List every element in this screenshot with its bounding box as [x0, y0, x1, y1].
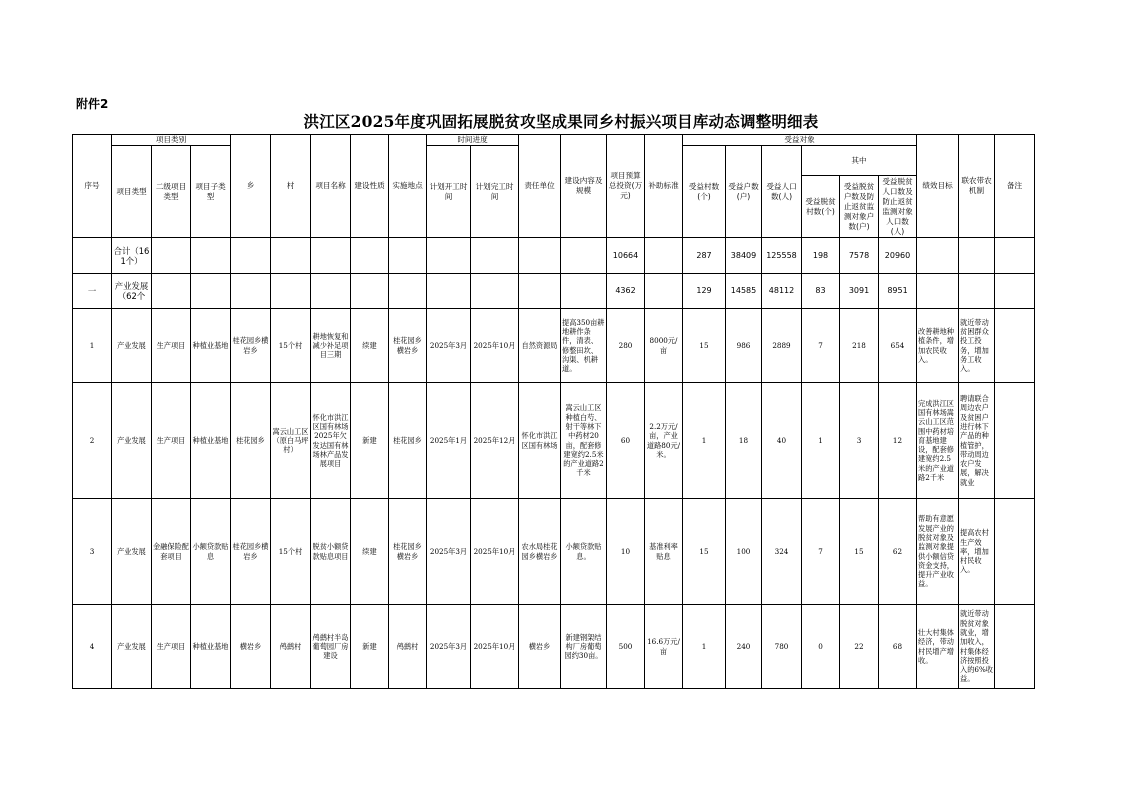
row-benef-villages: 1	[683, 383, 726, 499]
row-subsidy-standard: 基准利率贴息	[645, 499, 683, 605]
summary-benef-population: 48112	[762, 274, 802, 309]
summary-poverty-population: 8951	[879, 274, 917, 309]
row-planned-end: 2025年10月	[471, 499, 519, 605]
header-remarks: 备注	[995, 135, 1035, 238]
row-secondary-type: 生产项目	[152, 605, 191, 689]
header-planned-start: 计划开工时间	[427, 146, 471, 238]
row-benef-households: 100	[726, 499, 762, 605]
row-subsidy-standard: 8000元/亩	[645, 309, 683, 383]
row-village: 鸬鹚村	[271, 605, 311, 689]
row-seq: 3	[73, 499, 112, 605]
row-performance-target: 完成洪江区国有林场嵩云山工区范围中药材培育基地建设，配套修建宽约2.5米的产业道路2千米	[917, 383, 959, 499]
row-poverty-households: 3	[840, 383, 879, 499]
summary-row-industry	[73, 274, 1085, 309]
header-project-type: 项目类型	[112, 146, 152, 238]
row-linkage-mechanism: 聘请联合周边农户及贫困户进行林下产品的种植管护，带动周边农户发展，解决就业	[959, 383, 995, 499]
row-performance-target: 帮助有意愿发展产业的脱贫对象及监测对象提供小额信贷资金支持，提升产业收益。	[917, 499, 959, 605]
row-village: 15个村	[271, 309, 311, 383]
row-secondary-type: 生产项目	[152, 309, 191, 383]
row-project-type: 产业发展	[112, 383, 152, 499]
row-remarks	[995, 383, 1035, 499]
row-planned-start: 2025年3月	[427, 605, 471, 689]
row-village: 嵩云山工区（原白马坪村）	[271, 383, 311, 499]
row-total-budget: 60	[607, 383, 645, 499]
row-linkage-mechanism: 就近带动贫困群众投工投务，增加务工收入。	[959, 309, 995, 383]
row-village: 15个村	[271, 499, 311, 605]
row-benef-villages: 15	[683, 499, 726, 605]
table-row	[73, 383, 1085, 499]
row-poverty-households: 22	[840, 605, 879, 689]
header-poverty-villages: 受益脱贫村数(个)	[802, 176, 840, 238]
summary-benef-population: 125558	[762, 238, 802, 274]
row-benef-households: 240	[726, 605, 762, 689]
row-project-type: 产业发展	[112, 605, 152, 689]
row-linkage-mechanism: 就近带动脱贫对象就业，增加收入，村集体经济按照投入的6%收益。	[959, 605, 995, 689]
summary-poverty-villages: 198	[802, 238, 840, 274]
summary-benef-villages: 287	[683, 238, 726, 274]
row-content-scale: 新建钢架结构厂房葡萄园约30亩。	[561, 605, 607, 689]
row-construction-nature: 新建	[351, 383, 389, 499]
row-location: 鸬鹚村	[389, 605, 427, 689]
row-remarks	[995, 605, 1035, 689]
row-planned-start: 2025年1月	[427, 383, 471, 499]
row-benef-population: 324	[762, 499, 802, 605]
summary-poverty-households: 3091	[840, 274, 879, 309]
project-table	[72, 134, 1085, 689]
row-remarks	[995, 499, 1035, 605]
row-project-name: 鸬鹚村半岛葡萄园厂房建设	[311, 605, 351, 689]
row-secondary-type: 金融保险配套项目	[152, 499, 191, 605]
summary-row-total	[73, 238, 1085, 274]
row-seq: 2	[73, 383, 112, 499]
row-project-type: 产业发展	[112, 499, 152, 605]
row-planned-end: 2025年10月	[471, 309, 519, 383]
row-sub-type: 小额贷款贴息	[191, 499, 231, 605]
header-poverty-households: 受益脱贫户数及防止返贫监测对象户数(户)	[840, 176, 879, 238]
row-content-scale: 提高350亩耕地耕作条件，清表、修整田坎、沟渠、机耕道。	[561, 309, 607, 383]
summary-benef-households: 38409	[726, 238, 762, 274]
header-township: 乡	[231, 135, 271, 238]
header-location: 实施地点	[389, 135, 427, 238]
row-poverty-villages: 7	[802, 309, 840, 383]
header-sub-type: 项目子类型	[191, 146, 231, 238]
header-planned-end: 计划完工时间	[471, 146, 519, 238]
row-planned-start: 2025年3月	[427, 499, 471, 605]
summary-benef-villages: 129	[683, 274, 726, 309]
header-schedule: 时间进度	[427, 135, 519, 146]
header-content-scale: 建设内容及规模	[561, 135, 607, 238]
header-among: 其中	[802, 146, 917, 176]
summary-seq	[73, 238, 112, 274]
summary-label: 合计（161个）	[112, 238, 152, 274]
row-seq: 4	[73, 605, 112, 689]
row-planned-start: 2025年3月	[427, 309, 471, 383]
row-content-scale: 嵩云山工区种植白芍、射干等林下中药材20亩，配套修建宽约2.5米的产业道路2千米	[561, 383, 607, 499]
header-construction-nature: 建设性质	[351, 135, 389, 238]
row-responsible-unit: 怀化市洪江区国有林场	[519, 383, 561, 499]
row-remarks	[995, 309, 1035, 383]
summary-label: 产业发展（62个	[112, 274, 152, 309]
row-project-name: 耕地恢复和减少补足项目三期	[311, 309, 351, 383]
row-sub-type: 种植业基地	[191, 309, 231, 383]
row-township: 桂花园乡横岩乡	[231, 499, 271, 605]
row-responsible-unit: 农水局桂花园乡横岩乡	[519, 499, 561, 605]
header-project-name: 项目名称	[311, 135, 351, 238]
row-benef-population: 780	[762, 605, 802, 689]
row-secondary-type: 生产项目	[152, 383, 191, 499]
row-responsible-unit: 横岩乡	[519, 605, 561, 689]
summary-total-budget: 10664	[607, 238, 645, 274]
header-benef-population: 受益人口数(人)	[762, 146, 802, 238]
table-row	[73, 309, 1085, 383]
row-subsidy-standard: 2.2万元/亩，产业道路80元/米。	[645, 383, 683, 499]
summary-poverty-households: 7578	[840, 238, 879, 274]
row-location: 桂花园乡横岩乡	[389, 309, 427, 383]
row-construction-nature: 续建	[351, 309, 389, 383]
row-planned-end: 2025年10月	[471, 605, 519, 689]
header-beneficiaries: 受益对象	[683, 135, 917, 146]
header-project-category: 项目类别	[112, 135, 231, 146]
row-poverty-households: 218	[840, 309, 879, 383]
row-construction-nature: 新建	[351, 605, 389, 689]
header-poverty-population: 受益脱贫人口数及防止返贫监测对象人口数(人)	[879, 176, 917, 238]
header-performance-target: 绩效目标	[917, 135, 959, 238]
row-planned-end: 2025年12月	[471, 383, 519, 499]
row-poverty-households: 15	[840, 499, 879, 605]
row-responsible-unit: 自然资源局	[519, 309, 561, 383]
row-total-budget: 500	[607, 605, 645, 689]
header-village: 村	[271, 135, 311, 238]
row-sub-type: 种植业基地	[191, 383, 231, 499]
row-poverty-population: 12	[879, 383, 917, 499]
row-total-budget: 280	[607, 309, 645, 383]
header-responsible-unit: 责任单位	[519, 135, 561, 238]
row-location: 桂花园乡	[389, 383, 427, 499]
row-poverty-villages: 0	[802, 605, 840, 689]
table-row	[73, 605, 1085, 689]
header-seq: 序号	[73, 135, 112, 238]
row-project-type: 产业发展	[112, 309, 152, 383]
summary-poverty-population: 20960	[879, 238, 917, 274]
row-performance-target: 改善耕地种植条件，增加农民收入。	[917, 309, 959, 383]
page-title: 洪江区2025年度巩固拓展脱贫攻坚成果同乡村振兴项目库动态调整明细表	[303, 112, 819, 131]
row-township: 桂花园乡	[231, 383, 271, 499]
row-poverty-population: 68	[879, 605, 917, 689]
row-benef-population: 40	[762, 383, 802, 499]
row-subsidy-standard: 16.6万元/亩	[645, 605, 683, 689]
row-poverty-population: 62	[879, 499, 917, 605]
summary-seq: 一	[73, 274, 112, 309]
row-township: 桂花园乡横岩乡	[231, 309, 271, 383]
row-benef-households: 18	[726, 383, 762, 499]
table-row	[73, 499, 1085, 605]
row-project-name: 怀化市洪江区国有林场2025年欠发达国有林场林产品发展项目	[311, 383, 351, 499]
attachment-label: 附件2	[76, 97, 109, 111]
summary-poverty-villages: 83	[802, 274, 840, 309]
row-construction-nature: 续建	[351, 499, 389, 605]
header-secondary-type: 二级项目类型	[152, 146, 191, 238]
row-poverty-villages: 1	[802, 383, 840, 499]
row-performance-target: 壮大村集体经济，带动村民增产增收。	[917, 605, 959, 689]
row-poverty-population: 654	[879, 309, 917, 383]
header-benef-households: 受益户数(户)	[726, 146, 762, 238]
summary-total-budget: 4362	[607, 274, 645, 309]
summary-benef-households: 14585	[726, 274, 762, 309]
row-benef-villages: 15	[683, 309, 726, 383]
header-benef-villages: 受益村数(个)	[683, 146, 726, 238]
row-benef-households: 986	[726, 309, 762, 383]
row-linkage-mechanism: 提高农村生产效率，增加村民收入。	[959, 499, 995, 605]
row-benef-population: 2889	[762, 309, 802, 383]
header-linkage-mechanism: 联农带农机制	[959, 135, 995, 238]
row-benef-villages: 1	[683, 605, 726, 689]
row-sub-type: 种植业基地	[191, 605, 231, 689]
row-poverty-villages: 7	[802, 499, 840, 605]
row-project-name: 脱贫小额贷款贴息项目	[311, 499, 351, 605]
row-seq: 1	[73, 309, 112, 383]
row-location: 桂花园乡横岩乡	[389, 499, 427, 605]
row-township: 横岩乡	[231, 605, 271, 689]
row-content-scale: 小额贷款贴息。	[561, 499, 607, 605]
header-total-budget: 项目预算总投资(万元)	[607, 135, 645, 238]
header-subsidy-standard: 补助标准	[645, 135, 683, 238]
row-total-budget: 10	[607, 499, 645, 605]
